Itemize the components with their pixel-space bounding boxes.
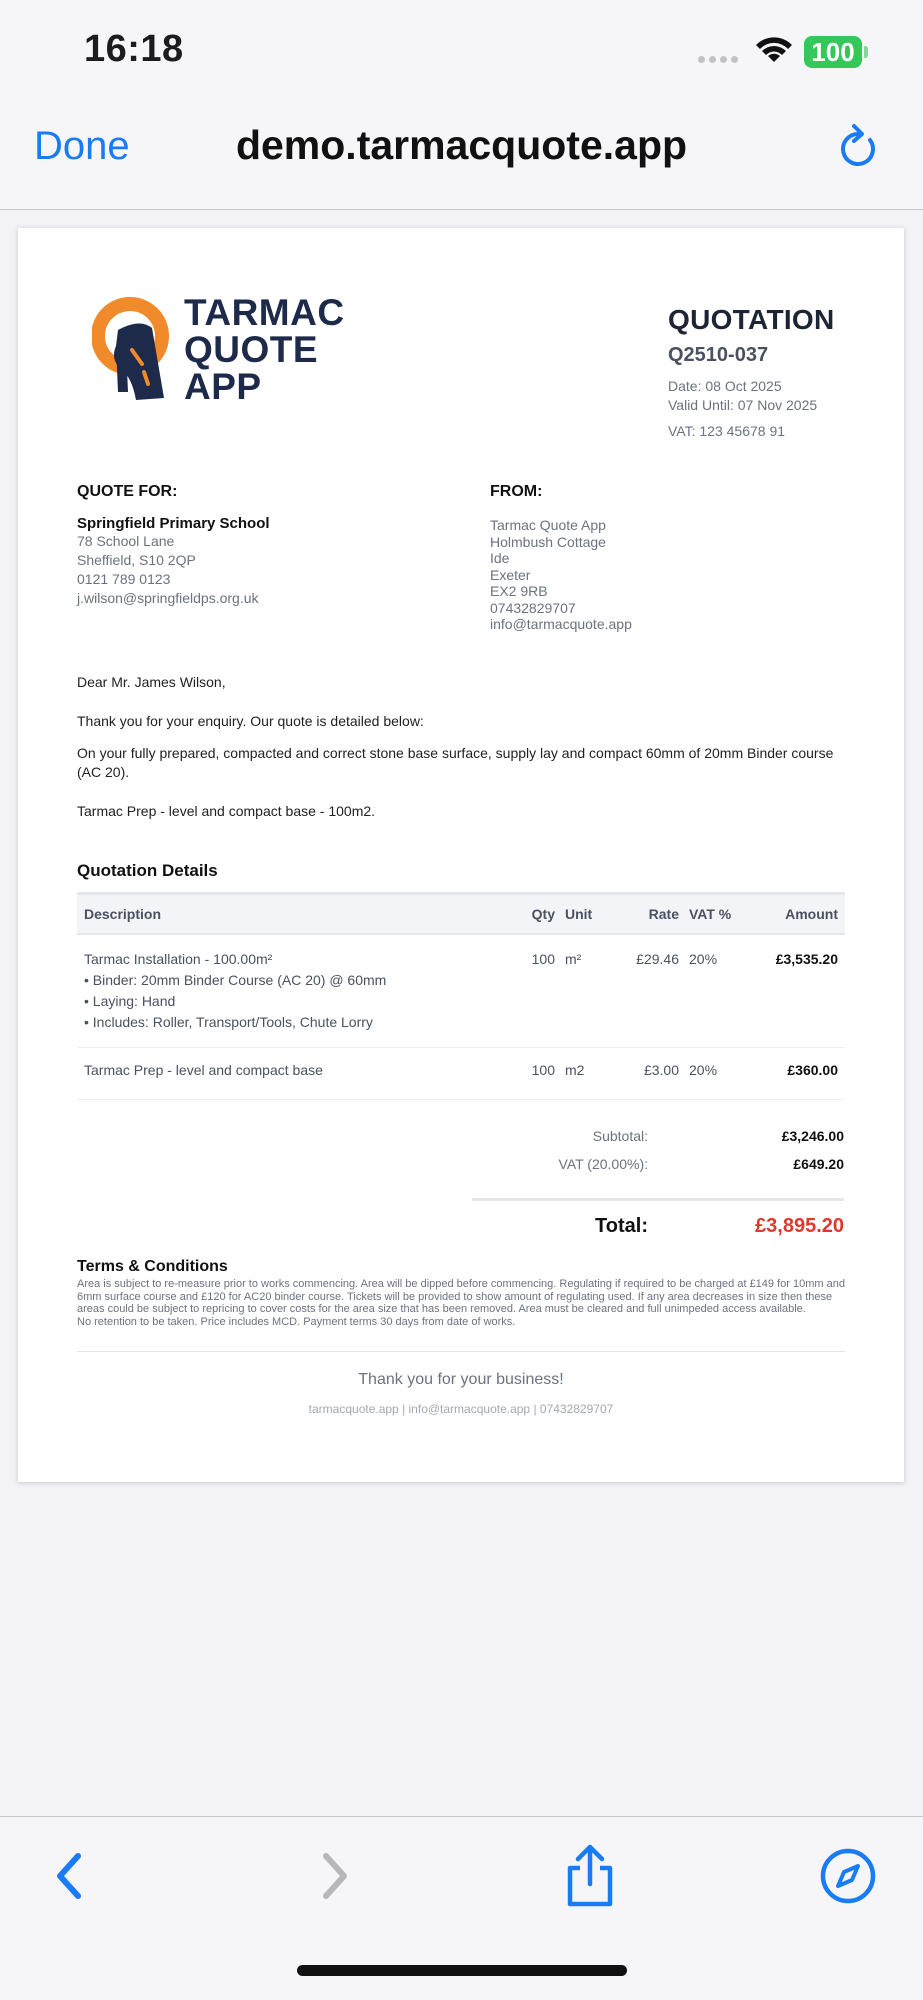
quote-valid-until: Valid Until: 07 Nov 2025 [668,397,818,413]
quote-header [668,304,844,439]
col-rate: Rate [607,894,679,934]
from-block [490,483,850,633]
wifi-icon [754,33,794,65]
from-phone: 07432829707 [490,599,576,616]
row-rate: £3.00 [607,1048,679,1100]
table-row [77,1048,845,1100]
from-heading: FROM: [490,483,543,500]
row-vat: 20% [679,934,741,1048]
quote-number: Q2510-037 [668,344,769,366]
item-note: • Binder: 20mm Binder Course (AC 20) @ 60mm [84,971,387,988]
battery-icon: 100 [804,36,862,68]
quote-for-block [77,483,457,608]
from-line: Holmbush Cottage [490,533,606,550]
quote-dates [668,377,844,415]
total-label: Total: [595,1214,648,1237]
from-line: Ide [490,550,510,566]
row-amount: £360.00 [741,1048,845,1100]
page-url: demo.tarmacquote.app [235,122,688,168]
battery-tip [864,46,868,58]
done-button[interactable]: Done [34,124,130,168]
subtotal-row [472,1122,844,1150]
logo-line-3: APP [184,366,262,407]
status-bar [0,0,923,100]
back-button[interactable] [38,1841,102,1911]
table-header-row [77,894,845,934]
client-address [77,532,457,608]
chevron-left-icon [50,1848,90,1904]
web-content [0,211,923,1816]
browser-nav-bar [0,100,923,210]
from-email: info@tarmacquote.app [490,616,632,632]
logo-line-1: TARMAC [184,292,345,333]
forward-button[interactable] [302,1841,366,1911]
row-qty: 100 [511,934,555,1048]
row-qty: 100 [511,1048,555,1100]
totals-divider [472,1198,844,1201]
quote-for-heading: QUOTE FOR: [77,483,178,500]
client-line: Sheffield, S10 2QP [77,552,196,568]
totals-block [472,1122,844,1178]
vat-number: VAT: 123 45678 91 [668,423,786,439]
quote-document [18,228,904,1482]
cellular-signal-icon [698,56,738,63]
vat-label: VAT (20.00%): [558,1156,648,1172]
from-line: Tarmac Quote App [490,517,606,533]
letter-body: On your fully prepared, compacted and correct stone base surface, supply lay and compact 60mm of 20mm Binder course (AC 20). [77,745,834,780]
terms-block [77,1258,847,1328]
col-amount: Amount [741,894,845,934]
terms-text: No retention to be taken. Price includes MCD. Payment terms 30 days from date of works. [77,1315,516,1328]
share-button[interactable] [558,1841,622,1911]
vat-row [472,1150,844,1178]
item-note: • Laying: Hand [84,992,176,1009]
client-line: 78 School Lane [77,533,175,549]
item-title: Tarmac Installation - 100.00m² [84,950,273,967]
item-note: • Includes: Roller, Transport/Tools, Chute Lorry [84,1013,373,1030]
from-line: Exeter [490,566,531,583]
cover-letter [77,673,857,841]
client-email: j.wilson@springfieldps.org.uk [77,590,259,606]
subtotal-label: Subtotal: [592,1128,648,1144]
client-phone: 0121 789 0123 [77,571,171,587]
row-description [77,934,511,1048]
col-description: Description [77,894,511,934]
terms-text: Area is subject to re-measure prior to works commencing. Area will be dipped before commencing. Regulating if required to be charged at £149 for 10mm and 6mm surface course and £120 for AC20 binder course. Tickets will be provided to show amount of regulating used. If any area decreases in size then these areas could be subject to repricing to cover costs for the area size that has been removed. Area must be cleared and full unimpeded access available. [77,1278,845,1315]
letter-intro: Thank you for your enquiry. Our quote is detailed below: [77,713,424,729]
col-vat: VAT % [679,894,741,934]
chevron-right-icon [314,1848,354,1904]
safari-button[interactable] [816,1841,880,1911]
quote-date: Date: 08 Oct 2025 [668,378,782,394]
row-amount: £3,535.20 [741,934,845,1048]
company-logo-text [184,294,345,405]
from-address [490,517,850,633]
browser-toolbar [0,1816,923,2000]
terms-heading: Terms & Conditions [77,1258,228,1275]
logo-line-2: QUOTE [184,329,319,370]
letter-greeting: Dear Mr. James Wilson, [77,674,226,690]
status-time: 16:18 [84,28,184,70]
row-description: Tarmac Prep - level and compact base [77,1048,511,1100]
quotation-details-title: Quotation Details [77,861,218,880]
vat-value: £649.20 [793,1156,844,1172]
row-unit: m² [555,934,607,1048]
letter-prep: Tarmac Prep - level and compact base - 100m2. [77,803,376,819]
row-vat: 20% [679,1048,741,1100]
share-icon [562,1844,618,1908]
compass-icon [818,1846,878,1906]
subtotal-value: £3,246.00 [781,1128,844,1144]
from-line: EX2 9RB [490,583,548,599]
footer-thanks: Thank you for your business! [358,1371,564,1388]
row-unit: m2 [555,1048,607,1100]
line-items-table [77,892,845,1100]
footer-divider [77,1351,845,1352]
footer-contact: tarmacquote.app | info@tarmacquote.app | 07432829707 [308,1402,614,1416]
reload-icon[interactable] [834,122,882,174]
quote-title: QUOTATION [668,304,835,335]
table-row [77,934,845,1048]
client-name: Springfield Primary School [77,515,270,532]
total-value: £3,895.20 [755,1214,844,1237]
col-qty: Qty [511,894,555,934]
total-row [472,1208,844,1244]
home-indicator [297,1965,627,1976]
col-unit: Unit [555,894,607,934]
row-rate: £29.46 [607,934,679,1048]
